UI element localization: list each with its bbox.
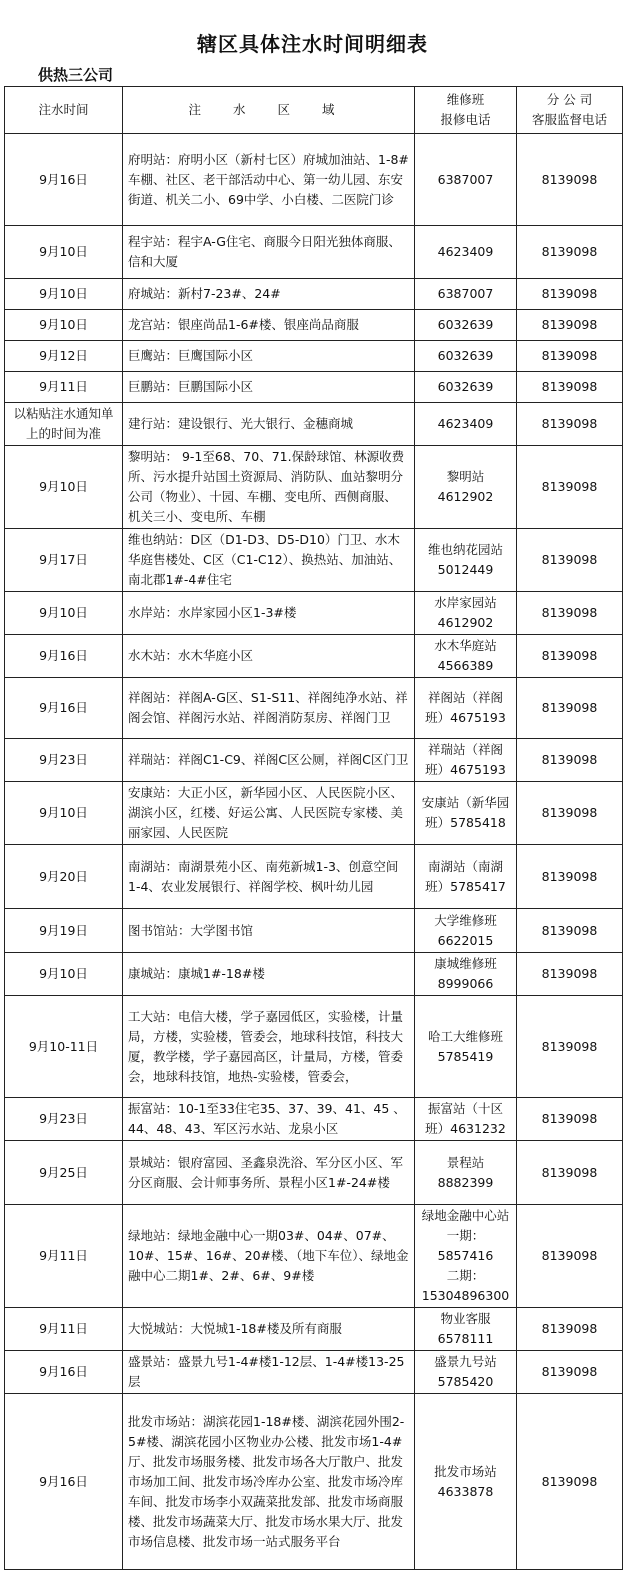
area-cell: 绿地站：绿地金融中心一期03#、04#、07#、10#、15#、16#、20#楼、（地下车位）、绿地金融中心二期1#、2#、6#、9#楼 [123, 1205, 415, 1308]
table-row [5, 592, 623, 635]
repair-phone-cell: 4623409 [415, 403, 517, 446]
repair-phone-cell: 祥阁站（祥阁班）4675193 [415, 678, 517, 739]
supervise-phone-cell: 8139098 [517, 372, 623, 403]
repair-phone-cell: 盛景九号站 5785420 [415, 1351, 517, 1394]
time-cell: 9月10-11日 [5, 996, 123, 1098]
repair-phone-cell: 振富站（十区班）4631232 [415, 1098, 517, 1141]
area-cell: 程宇站：程宇A-G住宅、商服今日阳光独体商服、信和大厦 [123, 226, 415, 279]
area-cell: 大悦城站：大悦城1-18#楼及所有商服 [123, 1308, 415, 1351]
area-cell: 巨鹰站：巨鹰国际小区 [123, 341, 415, 372]
time-cell: 9月11日 [5, 372, 123, 403]
table-row [5, 739, 623, 782]
table-row [5, 678, 623, 739]
repair-phone-cell: 6387007 [415, 279, 517, 310]
time-cell: 9月11日 [5, 1308, 123, 1351]
time-cell: 9月23日 [5, 739, 123, 782]
area-cell: 批发市场站：湖滨花园1-18#楼、湖滨花园外围2-5#楼、湖滨花园小区物业办公楼、批发市场1-4#厅、批发市场服务楼、批发市场各大厅散户、批发市场加工间、批发市场冷库办公室、批发市场冷库车间、批发市场李小双蔬菜批发部、批发市场商服楼、批发市场蔬菜大厅、批发市场水果大厅、批发市场信息楼、批发市场一站式服务平台 [123, 1394, 415, 1570]
supervise-phone-cell: 8139098 [517, 341, 623, 372]
time-cell: 9月16日 [5, 1394, 123, 1570]
area-cell: 水岸站：水岸家园小区1-3#楼 [123, 592, 415, 635]
table-row [5, 1205, 623, 1308]
supervise-phone-cell: 8139098 [517, 134, 623, 226]
area-cell: 图书馆站：大学图书馆 [123, 909, 415, 953]
table-row [5, 226, 623, 279]
time-cell: 9月10日 [5, 953, 123, 996]
table-row [5, 1351, 623, 1394]
repair-phone-cell: 水岸家园站 4612902 [415, 592, 517, 635]
supervise-phone-cell: 8139098 [517, 592, 623, 635]
table-row [5, 1098, 623, 1141]
supervise-phone-cell: 8139098 [517, 1098, 623, 1141]
repair-phone-cell: 南湖站（南湖班）5785417 [415, 845, 517, 909]
area-cell: 盛景站：盛景九号1-4#楼1-12层、1-4#楼13-25层 [123, 1351, 415, 1394]
area-cell: 祥阁站：祥阁A-G区、S1-S11、祥阁纯净水站、祥阁会馆、祥阁污水站、祥阁消防泵房、祥阁门卫 [123, 678, 415, 739]
table-header-row [5, 87, 623, 134]
supervise-phone-cell: 8139098 [517, 739, 623, 782]
table-row [5, 845, 623, 909]
repair-phone-cell: 6032639 [415, 372, 517, 403]
time-cell: 9月10日 [5, 592, 123, 635]
supervise-phone-cell: 8139098 [517, 1351, 623, 1394]
repair-phone-cell: 6032639 [415, 341, 517, 372]
repair-phone-cell: 康城维修班 8999066 [415, 953, 517, 996]
repair-phone-cell: 黎明站 4612902 [415, 446, 517, 529]
time-cell: 9月16日 [5, 635, 123, 678]
supervise-phone-cell: 8139098 [517, 279, 623, 310]
area-cell: 建行站：建设银行、光大银行、金穗商城 [123, 403, 415, 446]
area-cell: 黎明站： 9-1至68、70、71.保龄球馆、林源收费所、污水提升站国土资源局、消防队、血站黎明分公司（物业）、十园、车棚、变电所、西侧商服、机关三小、变电所、车棚 [123, 446, 415, 529]
repair-phone-cell: 物业客服 6578111 [415, 1308, 517, 1351]
header-time: 注水时间 [5, 87, 123, 134]
time-cell: 9月10日 [5, 279, 123, 310]
time-cell: 9月10日 [5, 446, 123, 529]
repair-phone-cell: 6032639 [415, 310, 517, 341]
table-row [5, 1394, 623, 1570]
area-cell: 工大站：电信大楼，学子嘉园低区，实验楼，计量局，方楼，实验楼，管委会，地球科技馆，科技大厦，教学楼，学子嘉园高区，计量局，方楼，管委会，地球科技馆，地热-实验楼，管委会， [123, 996, 415, 1098]
supervise-phone-cell: 8139098 [517, 446, 623, 529]
repair-phone-cell: 安康站（新华园班）5785418 [415, 782, 517, 845]
supervise-phone-cell: 8139098 [517, 1141, 623, 1205]
supervise-phone-cell: 8139098 [517, 845, 623, 909]
table-row [5, 341, 623, 372]
area-cell: 景城站：银府富园、圣鑫泉洗浴、军分区小区、军分区商服、会计师事务所、景程小区1#-24#楼 [123, 1141, 415, 1205]
supervise-phone-cell: 8139098 [517, 1394, 623, 1570]
table-row [5, 953, 623, 996]
area-cell: 巨鹏站：巨鹏国际小区 [123, 372, 415, 403]
table-row [5, 372, 623, 403]
repair-phone-cell: 水木华庭站 4566389 [415, 635, 517, 678]
time-cell: 9月16日 [5, 1351, 123, 1394]
repair-phone-cell: 景程站 8882399 [415, 1141, 517, 1205]
table-row [5, 782, 623, 845]
page-title: 辖区具体注水时间明细表 [197, 32, 428, 56]
time-cell: 9月10日 [5, 226, 123, 279]
supervise-phone-cell: 8139098 [517, 782, 623, 845]
supervise-phone-cell: 8139098 [517, 996, 623, 1098]
table-row [5, 909, 623, 953]
water-schedule-table [4, 86, 623, 1570]
repair-phone-cell: 大学维修班 6622015 [415, 909, 517, 953]
table-row [5, 529, 623, 592]
area-cell: 振富站：10-1至33住宅35、37、39、41、45 、44、48、43、军区污水站、龙泉小区 [123, 1098, 415, 1141]
area-cell: 康城站：康城1#-18#楼 [123, 953, 415, 996]
time-cell: 9月23日 [5, 1098, 123, 1141]
repair-phone-cell: 哈工大维修班 5785419 [415, 996, 517, 1098]
supervise-phone-cell: 8139098 [517, 310, 623, 341]
table-row [5, 446, 623, 529]
supervise-phone-cell: 8139098 [517, 403, 623, 446]
header-area: 注 水 区 域 [123, 87, 415, 134]
area-cell: 府城站：新村7-23#、24# [123, 279, 415, 310]
area-cell: 府明站：府明小区（新村七区）府城加油站、1-8#车棚、社区、老干部活动中心、第一幼儿园、东安街道、机关二小、69中学、小白楼、二医院门诊 [123, 134, 415, 226]
time-cell: 9月16日 [5, 134, 123, 226]
table-row [5, 279, 623, 310]
time-cell: 9月19日 [5, 909, 123, 953]
supervise-phone-cell: 8139098 [517, 1205, 623, 1308]
repair-phone-cell: 维也纳花园站 5012449 [415, 529, 517, 592]
time-cell: 9月10日 [5, 310, 123, 341]
supervise-phone-cell: 8139098 [517, 529, 623, 592]
area-cell: 安康站：大正小区，新华园小区、人民医院小区、湖滨小区，红楼、好运公寓、人民医院专家楼、美丽家园、人民医院 [123, 782, 415, 845]
time-cell: 9月10日 [5, 782, 123, 845]
repair-phone-cell: 祥瑞站（祥阁班）4675193 [415, 739, 517, 782]
time-cell: 以粘贴注水通知单上的时间为准 [5, 403, 123, 446]
supervise-phone-cell: 8139098 [517, 226, 623, 279]
company-name: 供热三公司 [38, 66, 114, 84]
time-cell: 9月11日 [5, 1205, 123, 1308]
table-row [5, 1141, 623, 1205]
time-cell: 9月17日 [5, 529, 123, 592]
time-cell: 9月25日 [5, 1141, 123, 1205]
header-supervise-phone: 分 公 司 客服监督电话 [517, 87, 623, 134]
supervise-phone-cell: 8139098 [517, 678, 623, 739]
table-row [5, 996, 623, 1098]
repair-phone-cell: 批发市场站 4633878 [415, 1394, 517, 1570]
table-row [5, 403, 623, 446]
supervise-phone-cell: 8139098 [517, 635, 623, 678]
area-cell: 祥瑞站：祥阁C1-C9、祥阁C区公厕，祥阁C区门卫 [123, 739, 415, 782]
supervise-phone-cell: 8139098 [517, 1308, 623, 1351]
supervise-phone-cell: 8139098 [517, 953, 623, 996]
header-repair-phone: 维修班 报修电话 [415, 87, 517, 134]
table-row [5, 635, 623, 678]
time-cell: 9月16日 [5, 678, 123, 739]
table-row [5, 134, 623, 226]
area-cell: 南湖站：南湖景苑小区、南苑新城1-3、创意空间1-4、农业发展银行、祥阁学校、枫叶幼儿园 [123, 845, 415, 909]
supervise-phone-cell: 8139098 [517, 909, 623, 953]
area-cell: 维也纳站：D区（D1-D3、D5-D10）门卫、水木华庭售楼处、C区（C1-C12）、换热站、加油站、南北郡1#-4#住宅 [123, 529, 415, 592]
table-row [5, 1308, 623, 1351]
area-cell: 水木站：水木华庭小区 [123, 635, 415, 678]
time-cell: 9月20日 [5, 845, 123, 909]
repair-phone-cell: 6387007 [415, 134, 517, 226]
table-row [5, 310, 623, 341]
time-cell: 9月12日 [5, 341, 123, 372]
repair-phone-cell: 4623409 [415, 226, 517, 279]
area-cell: 龙宫站：银座尚品1-6#楼、银座尚品商服 [123, 310, 415, 341]
repair-phone-cell: 绿地金融中心站 一期：5857416 二期：15304896300 [415, 1205, 517, 1308]
